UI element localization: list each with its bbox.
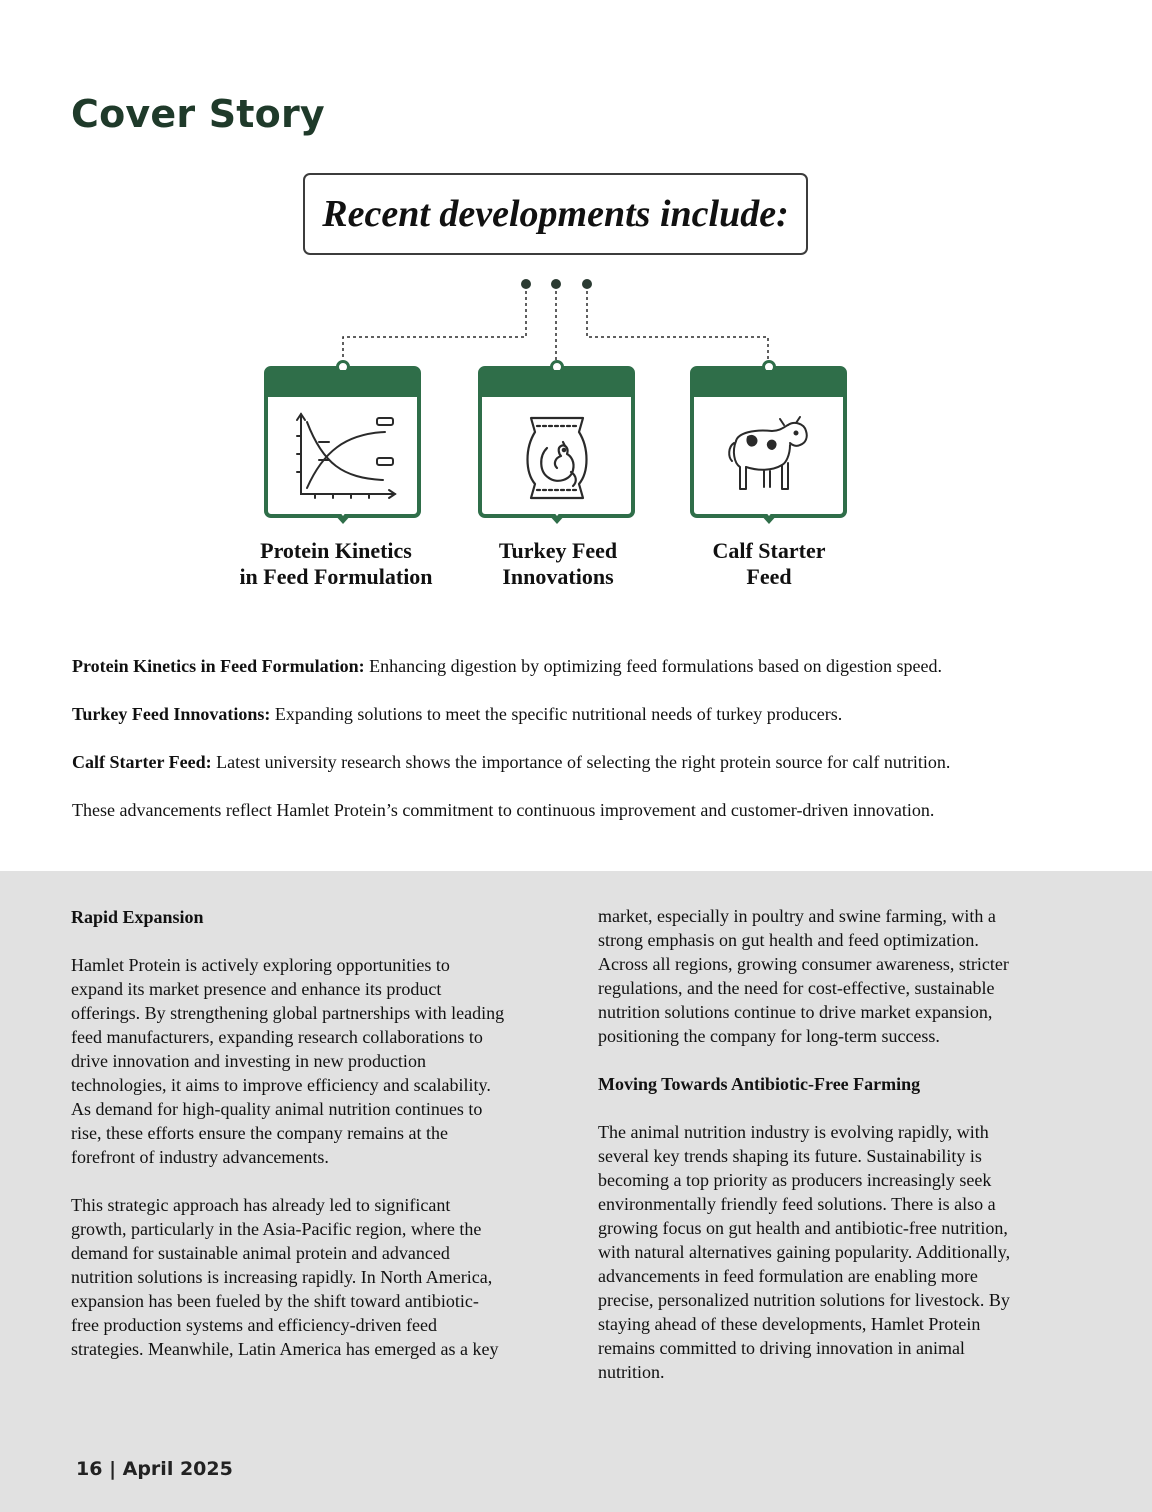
card-calf-starter (690, 366, 847, 518)
text-line: nutrition solutions is increasing rapidly. In North America, (71, 1267, 493, 1287)
feed-bag-turkey-icon (517, 408, 597, 504)
text-line: offerings. By strengthening global partnerships with leading (71, 1003, 505, 1023)
left-paragraph-2 (71, 1193, 561, 1361)
text-line: The animal nutrition industry is evolving rapidly, with (598, 1122, 989, 1142)
card-header-bar (268, 370, 417, 397)
card-notch (548, 514, 566, 524)
summary-protein-kinetics: Protein Kinetics in Feed Formulation: Enhancing digestion by optimizing feed formulations based on digestion speed. (72, 656, 943, 676)
card-label-protein-kinetics: Protein Kinetics in Feed Formulation (239, 538, 433, 589)
card-label-calf-starter: Calf Starter Feed (712, 538, 826, 589)
text-line: Across all regions, growing consumer awareness, stricter (598, 954, 1009, 974)
page-footer (76, 1458, 233, 1480)
summary-conclusion: These advancements reflect Hamlet Protein’s commitment to continuous improvement and customer-driven innovation. (72, 800, 935, 820)
text-line: technologies, it aims to improve efficiency and scalability. (71, 1075, 491, 1095)
developments-heading: Recent developments include: (322, 193, 789, 235)
card-header-bar (482, 370, 631, 397)
text-line: strategies. Meanwhile, Latin America has emerged as a key (71, 1339, 499, 1359)
text-line: with natural alternatives gaining popularity. Additionally, (598, 1242, 1011, 1262)
footer-separator: | (102, 1458, 123, 1480)
text-line: several key trends shaping its future. Sustainability is (598, 1146, 982, 1166)
text-line: drive innovation and investing in new production (71, 1051, 426, 1071)
text-line: growing focus on gut health and antibiotic-free nutrition, (598, 1218, 1008, 1238)
right-column (598, 904, 1088, 1384)
card-label-turkey-feed: Turkey Feed Innovations (498, 538, 618, 589)
page-number: 16 (76, 1458, 103, 1480)
card-header-bar (694, 370, 843, 397)
text-line: regulations, and the need for cost-effective, sustainable (598, 978, 995, 998)
rapid-expansion-heading: Rapid Expansion (71, 907, 204, 927)
card-protein-kinetics (264, 366, 421, 518)
text-line: free production systems and efficiency-driven feed (71, 1315, 438, 1335)
text-line: expansion has been fueled by the shift toward antibiotic- (71, 1291, 479, 1311)
text-line: strong emphasis on gut health and feed optimization. (598, 930, 979, 950)
text-line: growth, particularly in the Asia-Pacific region, where the (71, 1219, 482, 1239)
issue-date: April 2025 (122, 1458, 233, 1480)
text-line: As demand for high-quality animal nutrition continues to (71, 1099, 483, 1119)
text-line: demand for sustainable animal protein and advanced (71, 1243, 450, 1263)
text-line: forefront of industry advancements. (71, 1147, 329, 1167)
text-line: expand its market presence and enhance its product (71, 979, 442, 999)
text-line: nutrition solutions continue to drive market expansion, (598, 1002, 993, 1022)
card-notch (334, 514, 352, 524)
text-line: nutrition. (598, 1362, 665, 1382)
text-line: positioning the company for long-term success. (598, 1026, 940, 1046)
summary-calf-starter: Calf Starter Feed: Latest university research shows the importance of selecting the right protein source for calf nutrition. (72, 752, 951, 772)
summary-turkey-feed: Turkey Feed Innovations: Expanding solutions to meet the specific nutritional needs of turkey producers. (72, 704, 843, 724)
calf-icon (724, 411, 814, 501)
text-line: becoming a top priority as producers increasingly seek (598, 1170, 992, 1190)
text-line: remains committed to driving innovation in animal (598, 1338, 965, 1358)
right-paragraph-1 (598, 904, 1088, 1048)
text-line: staying ahead of these developments, Hamlet Protein (598, 1314, 981, 1334)
card-notch (760, 514, 778, 524)
left-paragraph-1 (71, 953, 561, 1169)
text-line: rise, these efforts ensure the company remains at the (71, 1123, 449, 1143)
connector-lines (0, 0, 1152, 380)
text-line: Hamlet Protein is actively exploring opportunities to (71, 955, 450, 975)
kinetics-chart-icon (283, 406, 403, 506)
text-line: market, especially in poultry and swine farming, with a (598, 906, 996, 926)
text-line: This strategic approach has already led to significant (71, 1195, 451, 1215)
right-paragraph-2 (598, 1120, 1088, 1384)
text-line: advancements in feed formulation are enabling more (598, 1266, 978, 1286)
text-line: feed manufacturers, expanding research collaborations to (71, 1027, 483, 1047)
text-line: environmentally friendly feed solutions. There is also a (598, 1194, 996, 1214)
card-turkey-feed (478, 366, 635, 518)
antibiotic-free-heading: Moving Towards Antibiotic-Free Farming (598, 1074, 921, 1094)
left-column (71, 905, 561, 1361)
text-line: precise, personalized nutrition solutions for livestock. By (598, 1290, 1010, 1310)
section-title: Cover Story (71, 92, 325, 136)
